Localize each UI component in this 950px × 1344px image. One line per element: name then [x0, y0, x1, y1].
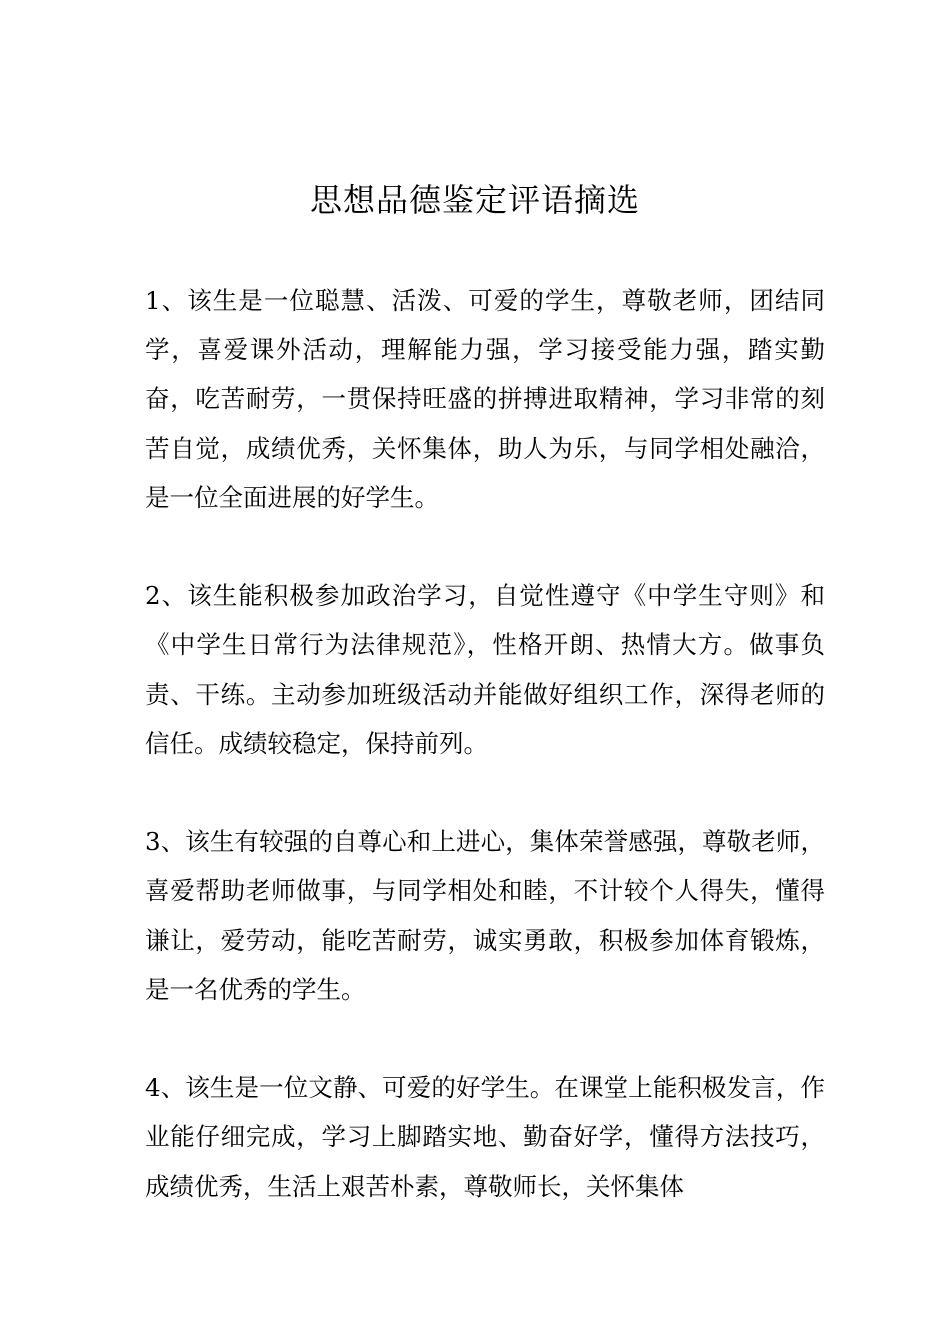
document-title: 思想品德鉴定评语摘选 — [309, 181, 640, 219]
paragraph-3: 3、该生有较强的自尊心和上进心，集体荣誉感强，尊敬老师，喜爱帮助老师做事，与同学相处和睦，不计较个人得失，懂得谦让，爱劳动，能吃苦耐劳，诚实勇敢，积极参加体育锻炼，是一名优秀的学生。 — [145, 827, 825, 1004]
paragraph-1: 1、该生是一位聪慧、活泼、可爱的学生，尊敬老师，团结同学，喜爱课外活动，理解能力强，学习接受能力强，踏实勤奋，吃苦耐劳，一贯保持旺盛的拼搏进取精神，学习非常的刻苦自觉，成绩优秀，关怀集体，助人为乐，与同学相处融洽，是一位全面进展的好学生。 — [145, 286, 825, 512]
paragraph-2: 2、该生能积极参加政治学习，自觉性遵守《中学生守则》和《中学生日常行为法律规范》，性格开朗、热情大方。做事负责、干练。主动参加班级活动并能做好组织工作，深得老师的信任。成绩较稳定，保持前列。 — [145, 581, 825, 758]
document-body — [145, 276, 825, 1260]
paragraph-4: 4、该生是一位文静、可爱的好学生。在课堂上能积极发言，作业能仔细完成，学习上脚踏实地、勤奋好学，懂得方法技巧，成绩优秀，生活上艰苦朴素，尊敬师长，关怀集体 — [145, 1073, 825, 1201]
